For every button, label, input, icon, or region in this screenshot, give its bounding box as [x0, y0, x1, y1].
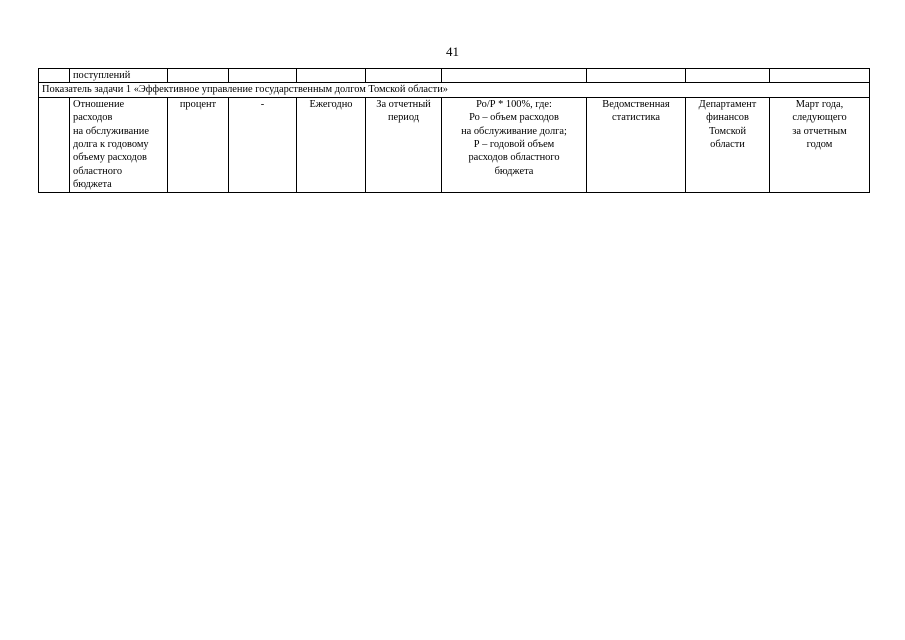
text-line: период: [387, 112, 420, 124]
text-line: финансов: [706, 112, 749, 124]
page-number: 41: [446, 44, 459, 59]
section-header-row: [39, 83, 870, 97]
table-cell: [770, 69, 870, 83]
text-line: Март года,: [795, 98, 844, 110]
table-cell: [366, 69, 442, 83]
table-cell: [39, 69, 70, 83]
table-cell: [297, 69, 366, 83]
text-line: долга к годовому: [73, 139, 149, 151]
text-line: бюджета: [73, 179, 112, 191]
table-cell: [168, 69, 229, 83]
section-header: Показатель задачи 1 «Эффективное управление государственным долгом Томской области»: [39, 83, 870, 97]
dash-cell: -: [229, 97, 297, 192]
unit: процент: [168, 97, 229, 192]
text-line: Отношение: [73, 98, 125, 110]
table-cell: [686, 69, 770, 83]
indicator-table: [38, 68, 870, 193]
text-line: на обслуживание долга;: [461, 125, 567, 137]
text-line: Ро/Р * 100%, где:: [476, 98, 552, 110]
data-source: [587, 97, 686, 192]
table-cell: [39, 97, 70, 192]
text-line: статистика: [612, 112, 660, 124]
text-line: годом: [806, 139, 833, 151]
text-line: Томской: [708, 125, 747, 137]
text-line: бюджета: [494, 165, 534, 177]
period: [366, 97, 442, 192]
text-line: Департамент: [698, 98, 757, 110]
text-line: объему расходов: [73, 152, 147, 164]
formula: [442, 97, 587, 192]
text-line: За отчетный: [376, 98, 431, 110]
text-line: области: [710, 139, 745, 151]
text-line: Р – годовой объем: [473, 139, 555, 151]
text-line: областного: [73, 165, 123, 177]
text-line: Ро – объем расходов: [469, 112, 559, 124]
responsible: [686, 97, 770, 192]
indicator-name: [70, 97, 168, 192]
table-row: [39, 97, 870, 192]
text-line: расходов: [73, 112, 113, 124]
table-cell: [587, 69, 686, 83]
text-line: расходов областного: [468, 152, 560, 164]
text-line: Ведомственная: [602, 98, 670, 110]
table-cell: [229, 69, 297, 83]
table-row: [39, 69, 870, 83]
text-line: следующего: [792, 112, 847, 124]
deadline: [770, 97, 870, 192]
frequency: Ежегодно: [297, 97, 366, 192]
text-line: за отчетным: [792, 125, 847, 137]
table-cell: поступлений: [70, 69, 168, 83]
text-line: на обслуживание: [73, 125, 149, 137]
table-cell: [442, 69, 587, 83]
